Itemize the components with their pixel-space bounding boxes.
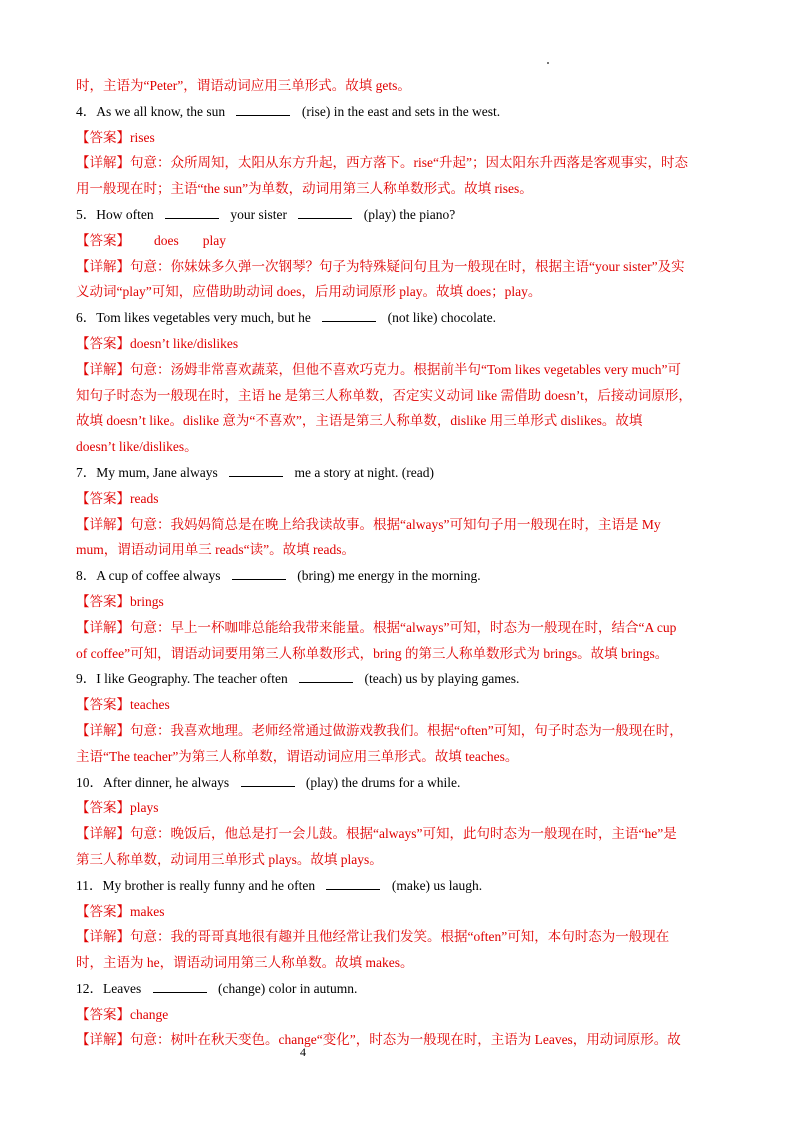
explanation-11: 时，主语为 he，谓语动词用第三人称单数。故填 makes。 bbox=[76, 955, 414, 971]
question-7: 7．My mum, Jane always me a story at night. (read) bbox=[76, 464, 434, 480]
answer-6: 【答案】doesn’t like/dislikes bbox=[76, 335, 239, 351]
explanation-5: 义动词“play”可知，应借助助动词 does，后用动词原形 play。故填 does；play。 bbox=[76, 284, 542, 300]
explanation-6: 故填 doesn’t like。dislike 意为“不喜欢”，主语是第三人称单数，dislike 用三单形式 dislikes。故填 bbox=[76, 413, 643, 429]
explanation-7: 【详解】句意：我妈妈简总是在晚上给我读故事。根据“always”可知句子用一般现在时，主语是 My bbox=[76, 516, 661, 532]
explanation-8: of coffee”可知，谓语动词要用第三人称单数形式，bring 的第三人称单数形式为 brings。故填 brings。 bbox=[76, 645, 669, 661]
explanation-7: mum，谓语动词用单三 reads“读”。故填 reads。 bbox=[76, 542, 355, 558]
answer-blank bbox=[236, 105, 290, 116]
answer-5: 【答案】 does play bbox=[76, 232, 226, 248]
question-12: 12．Leaves (change) color in autumn. bbox=[76, 980, 358, 996]
explanation-4: 【详解】句意：众所周知，太阳从东方升起，西方落下。rise“升起”；因太阳东升西落是客观事实，时态 bbox=[76, 155, 688, 171]
question-5: 5．How often your sister (play) the piano? bbox=[76, 206, 456, 222]
explanation-10: 【详解】句意：晚饭后，他总是打一会儿鼓。根据“always”可知，此句时态为一般现在时，主语“he”是 bbox=[76, 826, 677, 842]
answer-blank bbox=[241, 776, 295, 787]
answer-4: 【答案】rises bbox=[76, 129, 155, 145]
question-11: 11．My brother is really funny and he often (make) us laugh. bbox=[76, 877, 483, 893]
answer-blank bbox=[299, 672, 353, 683]
answer-12: 【答案】change bbox=[76, 1006, 169, 1022]
answer-blank bbox=[322, 311, 376, 322]
answer-blank bbox=[165, 208, 219, 219]
answer-blank bbox=[298, 208, 352, 219]
question-9: 9．I like Geography. The teacher often (teach) us by playing games. bbox=[76, 671, 520, 687]
explanation-line: 时，主语为“Peter”，谓语动词应用三单形式。故填 gets。 bbox=[76, 78, 411, 93]
explanation-5: 【详解】句意：你妹妹多久弹一次钢琴？句子为特殊疑问句且为一般现在时，根据主语“your sister”及实 bbox=[76, 258, 685, 274]
answer-blank bbox=[229, 466, 283, 477]
answer-11: 【答案】makes bbox=[76, 903, 165, 919]
explanation-6: doesn’t like/dislikes。 bbox=[76, 439, 198, 455]
question-8: 8．A cup of coffee always (bring) me energy in the morning. bbox=[76, 568, 481, 584]
answer-7: 【答案】reads bbox=[76, 490, 159, 506]
question-4: 4．As we all know, the sun (rise) in the east and sets in the west. bbox=[76, 103, 501, 119]
question-10: 10．After dinner, he always (play) the drums for a while. bbox=[76, 774, 461, 790]
explanation-8: 【详解】句意：早上一杯咖啡总能给我带来能量。根据“always”可知，时态为一般现在时，结合“A cup bbox=[76, 619, 677, 635]
explanation-9: 【详解】句意：我喜欢地理。老师经常通过做游戏教我们。根据“often”可知，句子时态为一般现在时， bbox=[76, 722, 683, 738]
explanation-10: 第三人称单数，动词用三单形式 plays。故填 plays。 bbox=[76, 851, 383, 867]
answer-blank bbox=[232, 569, 286, 580]
page-content bbox=[76, 73, 726, 1053]
explanation-4: 用一般现在时；主语“the sun”为单数，动词用第三人称单数形式。故填 rises。 bbox=[76, 181, 533, 197]
explanation-6: 知句子时态为一般现在时，主语 he 是第三人称单数，否定实义动词 like 需借助 doesn’t，后接动词原形， bbox=[76, 387, 692, 403]
page-number: 4 bbox=[300, 1045, 306, 1059]
page-mark bbox=[547, 62, 549, 64]
explanation-9: 主语“The teacher”为第三人称单数，谓语动词应用三单形式。故填 teaches。 bbox=[76, 748, 519, 764]
answer-8: 【答案】brings bbox=[76, 593, 164, 609]
answer-9: 【答案】teaches bbox=[76, 697, 170, 713]
explanation-12: 【详解】句意：树叶在秋天变色。change“变化”，时态为一般现在时，主语为 Leaves，用动词原形。故 bbox=[76, 1032, 681, 1048]
answer-blank bbox=[153, 982, 207, 993]
question-6: 6．Tom likes vegetables very much, but he (not like) chocolate. bbox=[76, 310, 496, 326]
answer-10: 【答案】plays bbox=[76, 800, 159, 816]
explanation-11: 【详解】句意：我的哥哥真地很有趣并且他经常让我们发笑。根据“often”可知，本句时态为一般现在 bbox=[76, 929, 670, 945]
answer-blank bbox=[326, 879, 380, 890]
explanation-6: 【详解】句意：汤姆非常喜欢蔬菜，但他不喜欢巧克力。根据前半句“Tom likes vegetables very much”可 bbox=[76, 361, 681, 377]
